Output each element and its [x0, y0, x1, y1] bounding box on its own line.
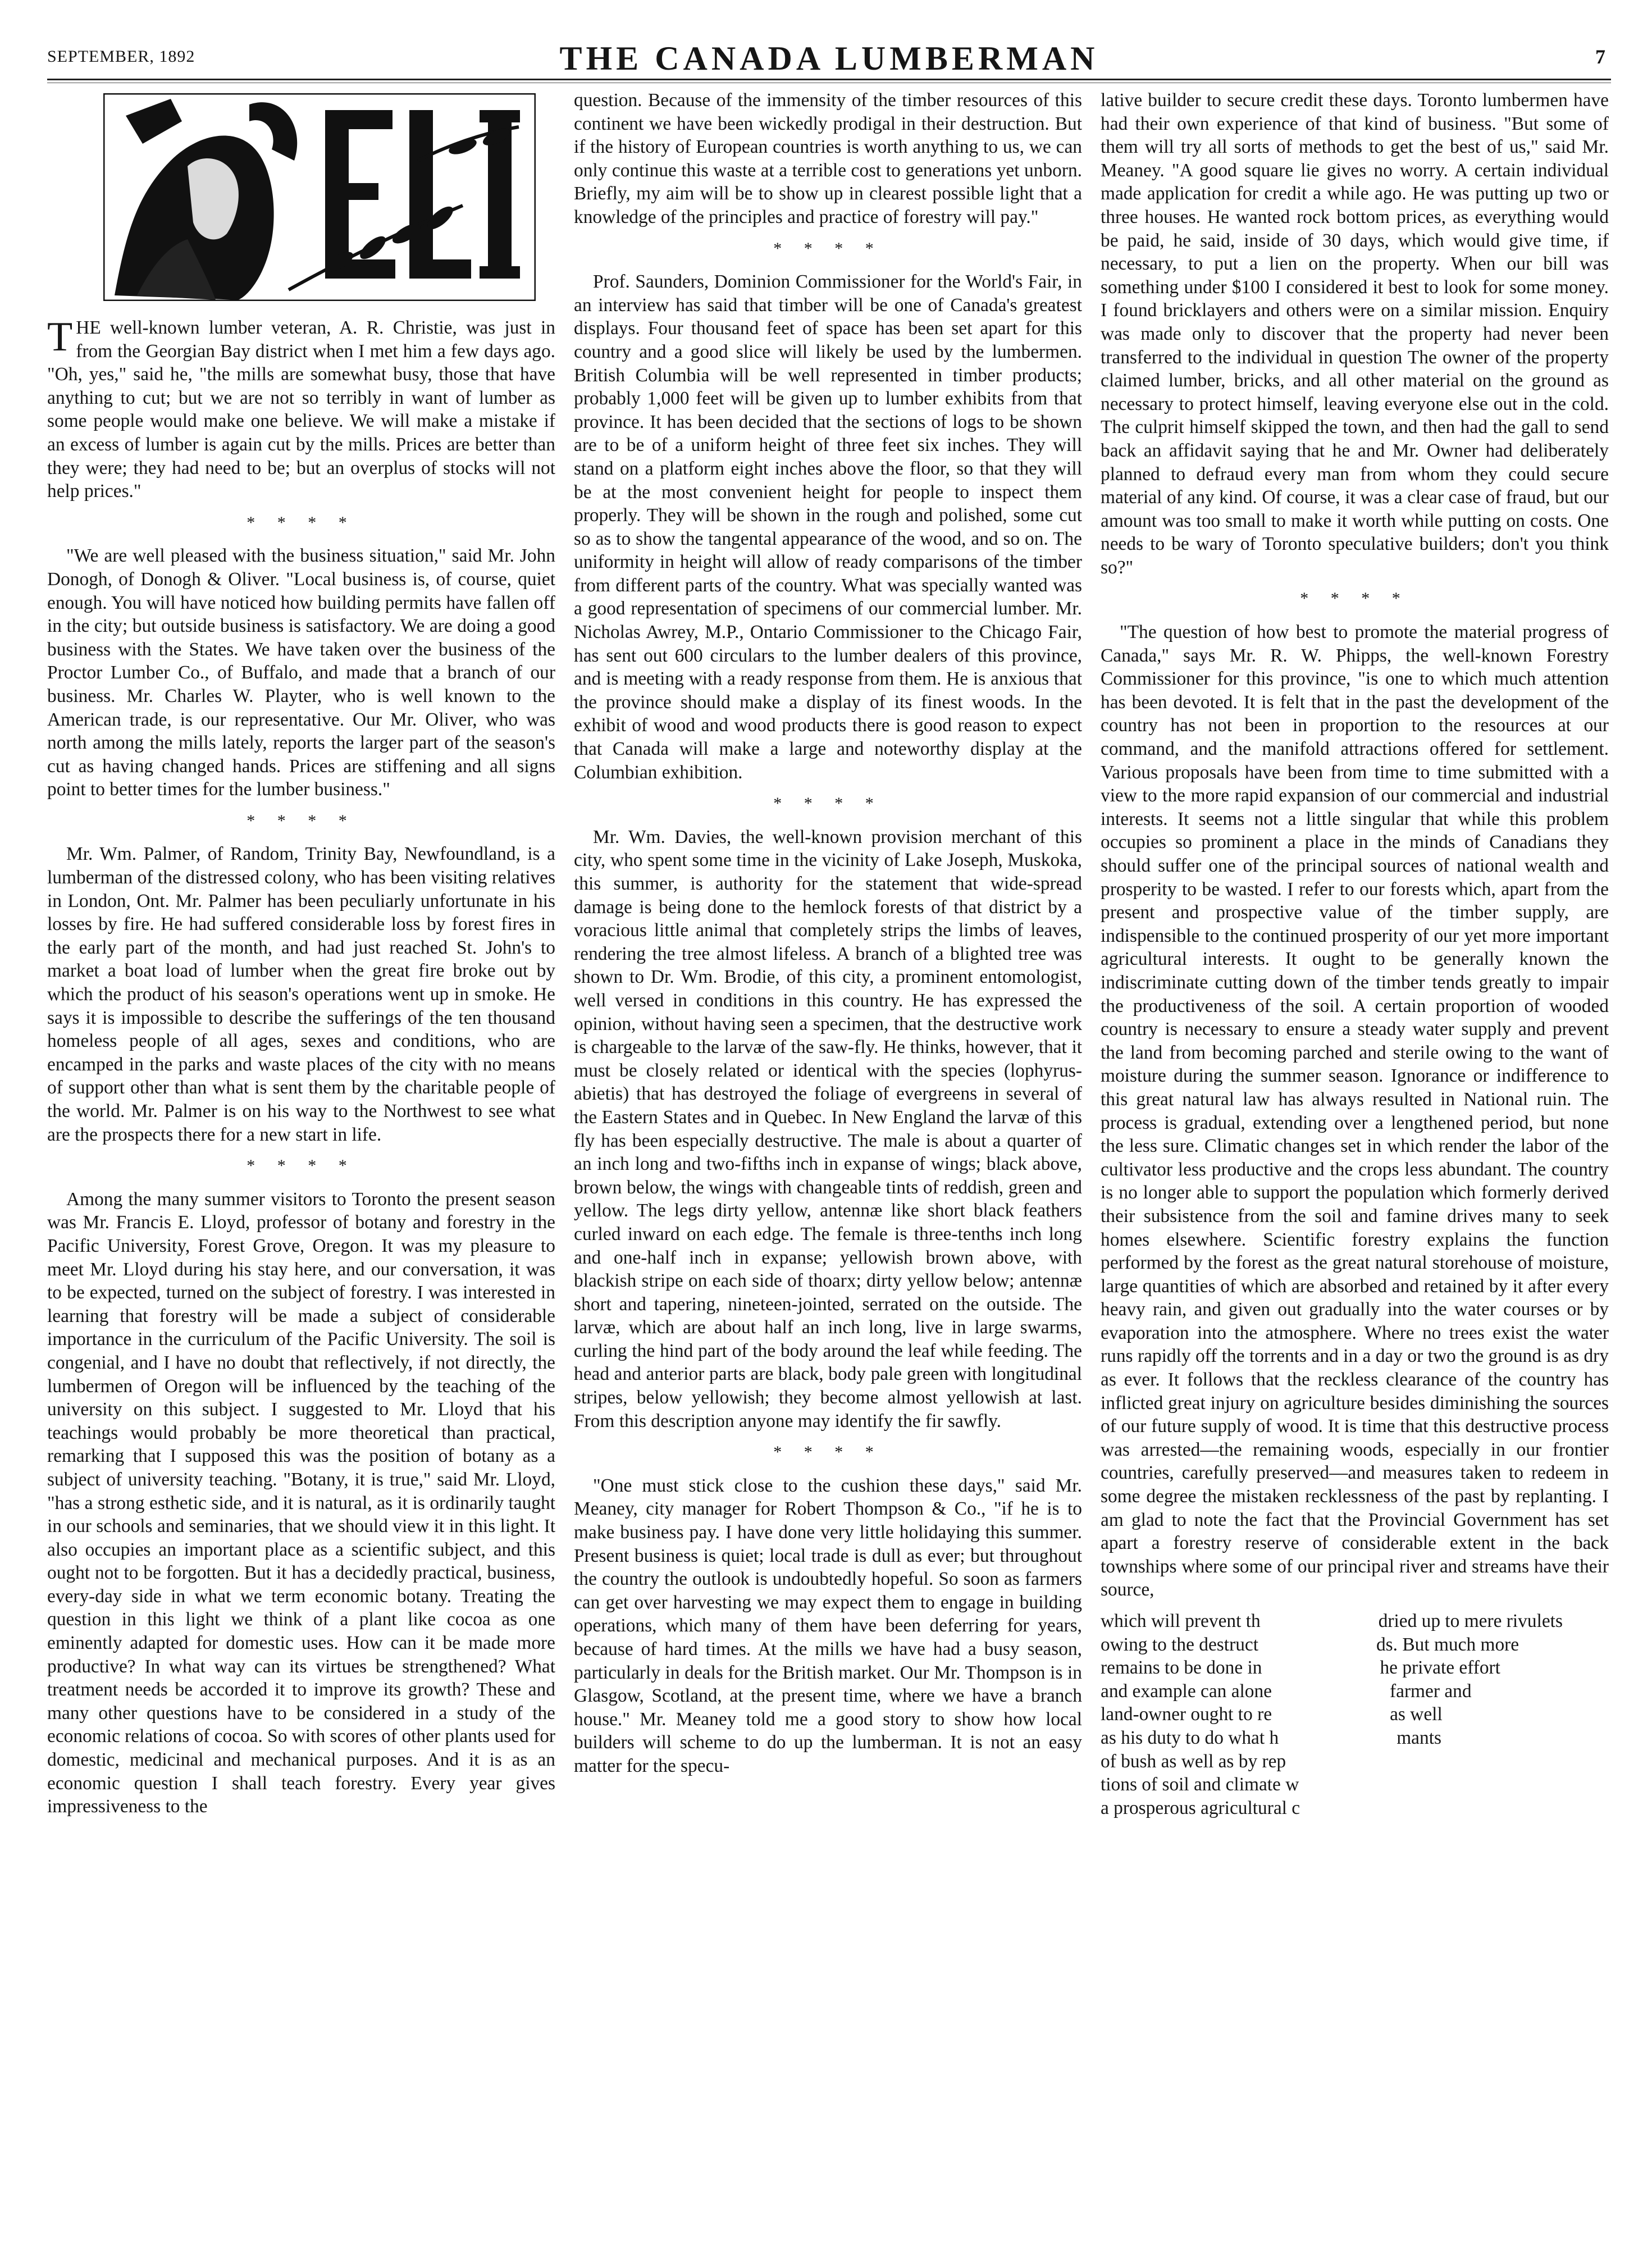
text-line: as his duty to do what h mants: [1101, 1727, 1441, 1748]
masthead: [47, 39, 1611, 77]
paragraph-continuation: question. Because of the immensity of the timber resources of this continent we have been wickedly prodigal in their destruction. But if the history of European countries is worth anything to us, we can only continue this waste at a terrible cost to generations yet unborn. Briefly, my aim will be to show up in clearest possible light that a knowledge of the principles and practice of forestry will pay.": [574, 90, 1082, 227]
decorative-initial-illustration: [103, 93, 536, 301]
paragraph-palmer: Mr. Wm. Palmer, of Random, Trinity Bay, Newfoundland, is a lumberman of the distressed colony, who has been visiting relatives in London, Ont. Mr. Palmer has been peculiarly unfortunate in his losses by fire. He had suffered considerable loss by forest fires in the early part of the month, and had just reached St. John's to market a boat load of lumber when the great fire broke out by which the product of his season's operations went up in smoke. He says it is impossible to describe the sufferings of the ten thousand homeless people of all ages, sexes and conditions, who are encamped in the parks and waste places of the city with no means of support other than what is sent them by the charitable people of the world. Mr. Palmer is on his way to the Northwest to see what are the prospects there for a new start in life.: [47, 844, 555, 1145]
text-line: tions of soil and climate w: [1101, 1774, 1299, 1795]
page-number: 7: [1595, 45, 1605, 68]
column-3: [1101, 89, 1609, 1820]
text-line: which will prevent th dried up to mere rivulets: [1101, 1611, 1563, 1631]
paragraph-christie: [47, 316, 555, 503]
text-line: remains to be done in he private effort: [1101, 1657, 1500, 1679]
masthead-rule: [47, 79, 1611, 80]
text-line: land-owner ought to re as well: [1101, 1704, 1443, 1725]
paragraph-text: HE well-known lumber veteran, A. R. Christie, was just in from the Georgian Bay district when I met him a few days ago. "Oh, yes," said he, "the mills are somewhat busy, those that have anything to cut; but we are not so terribly in want of lumber as some people would make one believe. We will make a mistake if an excess of lumber is again cut by the mills. Prices are better than they were; they had need to be; but an overplus of stocks will not help prices.": [47, 317, 555, 502]
text-line: of bush as well as by rep: [1101, 1750, 1286, 1772]
ornamental-initial: [47, 89, 555, 311]
column-1: [47, 89, 555, 1826]
newspaper-title: THE CANADA LUMBERMAN: [559, 40, 1099, 77]
column-2: [574, 89, 1082, 1786]
text-line: owing to the destruct ds. But much more: [1101, 1634, 1519, 1655]
section-divider: * * * *: [1300, 589, 1409, 608]
paragraph-phipps: "The question of how best to promote the material progress of Canada," says Mr. R. W. Phipps, the well-known Forestry Commissioner for this province, "is one to which much attention has been devoted. It is felt that in the past the development of the country has not been in proportion to the resources at our command, and the manifold attractions offered for settlement. Various proposals have been from time to time submitted with a view to the more rapid expansion of our commercial and industrial interests. It seems not a little singular that while this problem occupies so prominent a place in the minds of Canadians they should suffer one of the principal sources of national wealth and prosperity to be wasted. I refer to our forests which, apart from the present and prospective value of the timber supply, are indispensible to the continued prosperity of our yet more important agricultural interests. It ought to be generally known the indiscriminate cutting down of the timber tends greatly to impair the productiveness of the soil. A certain proportion of wooded country is necessary to ensure a steady water supply and prevent the land from becoming parched and sterile owing to the want of moisture during the summer season. Ignorance or indifference to this great natural law has always resulted in National ruin. The process is gradual, extending over a lengthened period, but none the less sure. Climatic changes set in which render the labor of the cultivator less productive and the crops less abundant. The country is no longer able to support the population which formerly derived their subsistence from the soil and famine drives many to seek homes elsewhere. Scientific forestry explains the function performed by the forest as the great natural storehouse of moisture, large quantities of which are absorbed and retained by it after every heavy rain, and given out gradually into the water courses or by evaporation into the atmosphere. Where no trees exist the water runs rapidly off the torrents and in a day or two the ground is as dry as ever. It follows that the reckless clearance of the country has inflicted great injury on agriculture besides diminishing the sources of our future supply of wood. It is time that this destructive process was arrested—the remaining woods, especially in our frontier countries, carefully preserved—and measures taken to redeem in some degree the mistaken recklessness of the past by replanting. I am glad to note the fact that the Provincial Government has set apart a forestry reserve of considerable extent in the back townships where some of our principal river and streams have their source,: [1101, 622, 1609, 1601]
section-divider: * * * *: [773, 794, 883, 813]
paragraph-davies: Mr. Wm. Davies, the well-known provision merchant of this city, who spent some time in the vicinity of Lake Joseph, Muskoka, this summer, is authority for the statement that wide-spread damage is being done to the hemlock forests of that district by a voracious little animal that completely strips the limbs of leaves, rendering the tree almost lifeless. A branch of a blighted tree was shown to Dr. Wm. Brodie, of this city, a prominent entomologist, well versed in conditions in this country. He has expressed the opinion, without having seen a specimen, that the destructive work is chargeable to the larvæ of the saw-fly. He thinks, however, that it must be closely related or identical with the species (lophyrus-abietis) that has destroyed the foliage of evergreens in several of the Eastern States and in Quebec. In New England the larvæ of this fly has been especially destructive. The male is about a quarter of an inch long and two-fifths inch in expanse of wings; black above, brown below, the wings with changeable tints of reddish, green and yellow. The legs dirty yellow, antennæ like short black feathers curled inward on each edge. The female is three-tenths inch long and one-half inch in expanse; yellowish brown above, with blackish stripe on each side of thoarx; dirty yellow below; antennæ short and tapering, nineteen-jointed, serrated on the outside. The larvæ, which are about half an inch long, live in large swarms, curling the hind part of the body around the leaf while feeding. The head and anterior parts are black, body pale green with longitudinal stripes, below yellowish; they become almost yellowish at last. From this description anyone may identify the fir sawfly.: [574, 826, 1082, 1431]
section-divider: * * * *: [773, 239, 883, 258]
damaged-text-block: [1101, 1610, 1609, 1820]
text-line: a prosperous agricultural c: [1101, 1797, 1300, 1818]
issue-date: SEPTEMBER, 1892: [47, 47, 195, 66]
section-divider: * * * *: [247, 513, 356, 532]
drop-cap: T: [47, 314, 73, 360]
paragraph-continuation: lative builder to secure credit these days. Toronto lumbermen have had their own experience of that kind of business. "But some of them will try all sorts of methods to get the best of us," said Mr. Meaney. "A good square lie gives no worry. A certain individual made application for credit a while ago. He was putting up two or three houses. He wanted rock bottom prices, as everything would be paid, he said, inside of 30 days, which would give time, if necessary, to put a lien on the property. When our bill was something under $100 I considered it best to look for some money. I found bricklayers and others were on a similar mission. Enquiry was made only to discover that the property had never been transferred to the individual in question The owner of the property claimed lumber, bricks, and all other material on the ground as necessary to protect himself, leaving everyone else out in the cold. The culprit himself skipped the town, and then had the gall to send back an affidavit saying that he and Mr. Owner had deliberately planned to defraud every man from whom they could secure material of any kind. Of course, it was a clear case of fraud, but our amount was too small to make it worth while putting on costs. One needs to be wary of Toronto speculative builders; don't you think so?": [1101, 90, 1609, 578]
section-divider: * * * *: [247, 811, 356, 830]
paragraph-donogh: "We are well pleased with the business situation," said Mr. John Donogh, of Donogh & Oliver. "Local business is, of course, quiet enough. You will have noticed how building permits have fallen off in the city; but outside business is satisfactory. We are doing a good business with the States. We have taken over the business of the Proctor Lumber Co., of Buffalo, and made that a branch of our business. Mr. Charles W. Playter, who is well known to the American trade, is our representative. Our Mr. Oliver, who was north among the mills lately, reports the larger part of the season's cut as having changed hands. Prices are stiffening and all signs point to better times for the lumber business.": [47, 545, 555, 800]
paragraph-meaney: "One must stick close to the cushion these days," said Mr. Meaney, city manager for Robert Thompson & Co., "if he is to make business pay. I have done very little holidaying this summer. Present business is quiet; local trade is dull as ever; but throughout the country the outlook is undoubtedly hopeful. So soon as farmers can get over harvesting we may expect them to engage in building operations, which many of them have been deferring for years, because of hard times. At the mills we have had a busy season, particularly in deals for the British market. Our Mr. Thompson is in Glasgow, Scotland, at the present time, where we have a branch house." Mr. Meaney told me a good story to show how local builders will scheme to do up the lumberman. It is not an easy matter for the specu-: [574, 1475, 1082, 1776]
paragraph-saunders: Prof. Saunders, Dominion Commissioner for the World's Fair, in an interview has said that timber will be one of Canada's greatest displays. Four thousand feet of space has been set apart for this country and a good slice will likely be used by the lumbermen. British Columbia will be well represented in timber products; probably 1,000 feet will be given up to lumber exhibits from that province. It has been decided that the sections of logs to be shown are to be of a uniform height of three feet six inches. They will stand on a platform eight inches above the floor, so that they will be at the most convenient height for people to inspect them properly. They will be shown in the rough and polished, some cut so as to show the tangental appearance of the wood, and so on. The uniformity in height will allow of ready comparisons of the timber from different parts of the country. What was specially wanted was a good representation of specimens of our commercial lumber. Mr. Nicholas Awrey, M.P., Ontario Commissioner to the Chicago Fair, has sent out 600 circulars to the lumber dealers of this province, and is meeting with a ready response from them. He is anxious that the province should make a display of its finest woods. In the exhibit of wood and wood products there is good reason to expect that Canada will make a large and noteworthy display at the Columbian exhibition.: [574, 271, 1082, 783]
section-divider: * * * *: [773, 1443, 883, 1462]
section-divider: * * * *: [247, 1156, 356, 1175]
text-line: and example can alone farmer and: [1101, 1680, 1472, 1702]
paragraph-lloyd: Among the many summer visitors to Toronto the present season was Mr. Francis E. Lloyd, professor of botany and forestry in the Pacific University, Forest Grove, Oregon. It was my pleasure to meet Mr. Lloyd during his stay here, and our conversation, it was to be expected, turned on the subject of forestry. I was interested in learning that forestry will be made a subject of considerable importance in the curriculum of the Pacific University. The soil is congenial, and I have no doubt that reflectively, if not directly, the lumbermen of Oregon will be influenced by the teaching of the university on this subject. I suggested to Mr. Lloyd that his teachings would probably be more theoretical than practical, remarking that I supposed this was the position of botany as a subject of university teaching. "Botany, it is true," said Mr. Lloyd, "has a strong esthetic side, and it is natural, as it is ordinarily taught in our schools and seminaries, that we should view it in this light. It also occupies an important place as a scientific subject, and this ought not to be forgotten. But it has a decidedly practical, business, every-day side in what we term economic botany. Treating the question in this light we think of a plant like cocoa as one eminently adapted for domestic uses. How can it be made more productive? In what way can its virtues be strengthened? What treatment needs be accorded it to improve its growth? These and many other questions have to be considered in a study of the economic relations of cocoa. So with scores of other plants used for domestic, medicinal and mechanical purposes. And it is as an economic question I shall teach forestry. Every year gives impressiveness to the: [47, 1188, 556, 1817]
